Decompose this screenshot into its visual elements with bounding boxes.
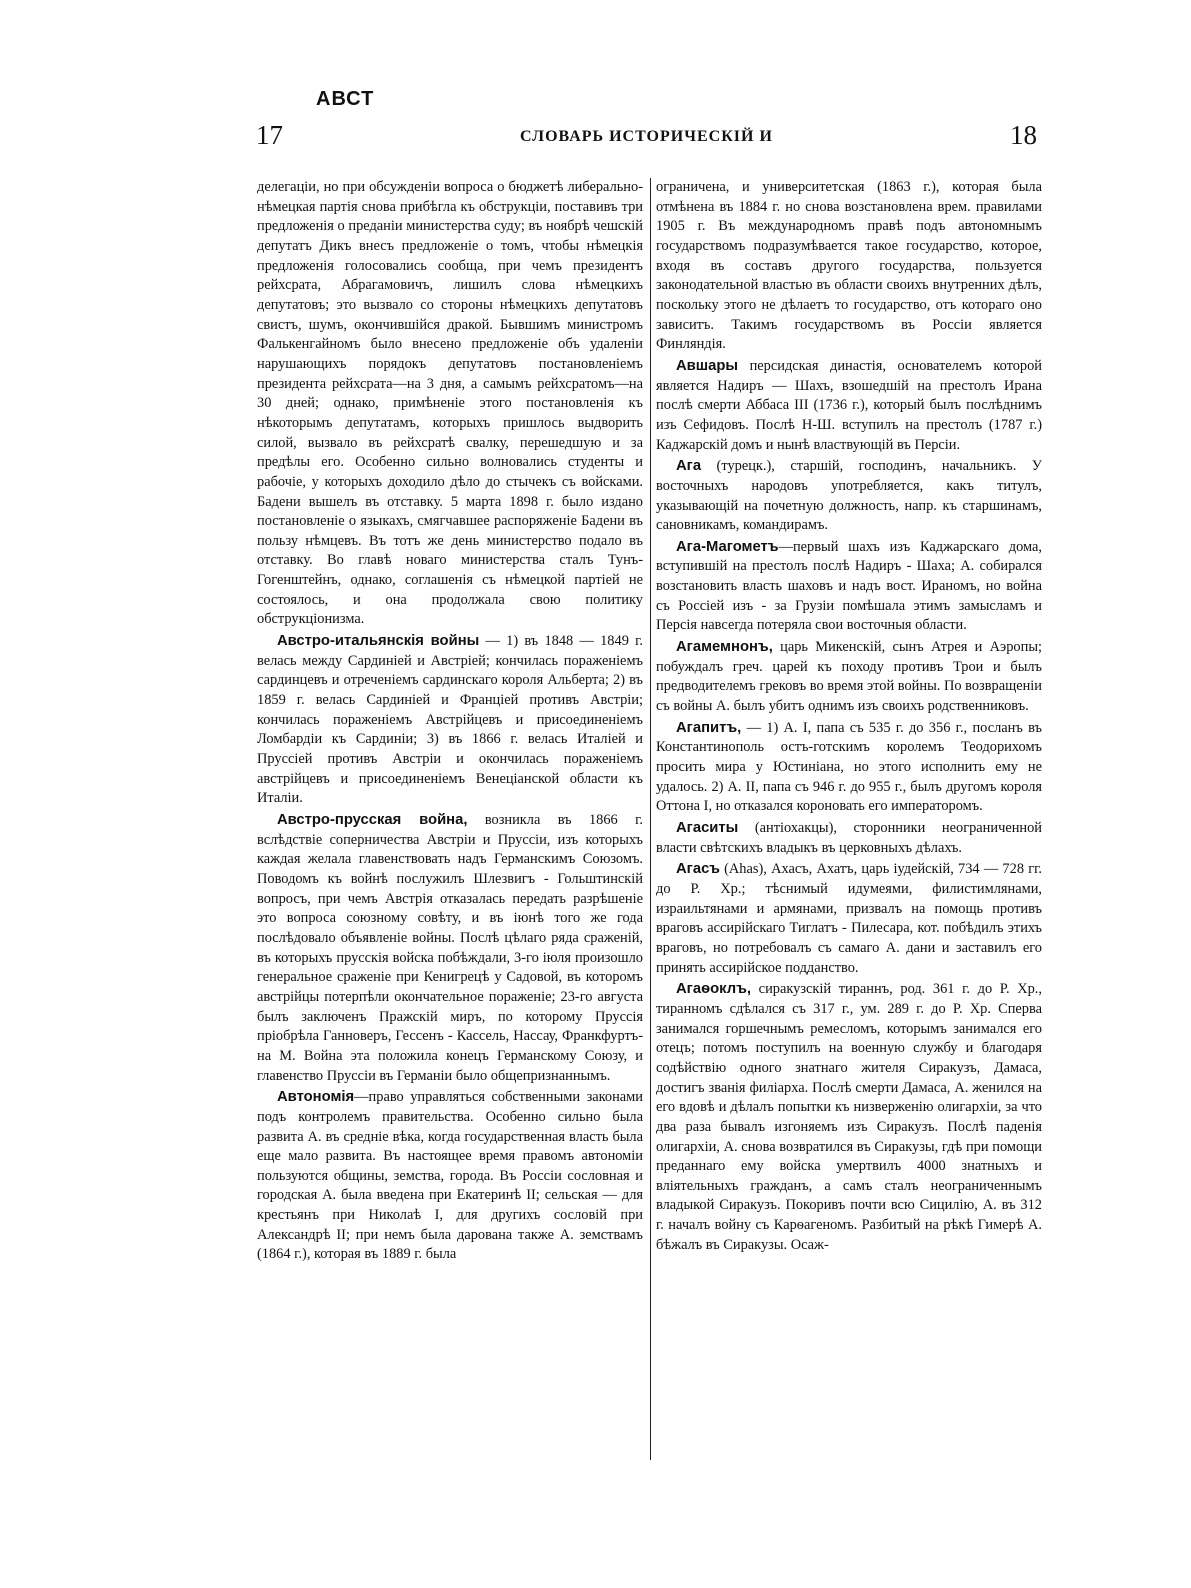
- running-header-word: АВСТ: [316, 88, 375, 110]
- dictionary-entry: [257, 632, 643, 809]
- entry-headword: Агамемнонъ,: [676, 639, 773, 656]
- entry-text: (Ahas), Ахасъ, Ахатъ, царь іудейскій, 734 — 728 гг. до Р. Хр.; тѣснимый идумеями, филистимлянами, израильтянами и армянами, призвалъ на помощь противъ враговъ ассирійскаго Тиглатъ - Пилесара, кот. побѣдилъ этихъ враговъ, но потребовалъ съ самаго А. дани и заставилъ его принять ассирійское подданство.: [656, 861, 1042, 976]
- entry-text: ограничена, и университетская (1863 г.), которая была отмѣнена въ 1884 г. но снова возстановлена врем. правилами 1905 г. Въ международномъ правѣ подъ автономнымъ государствомъ подразумѣвается такое государство, которое, входя въ составъ другого государства, пользуется законодательной властью въ области своихъ внутренних дѣлъ, поскольку этого не дѣлаетъ то государство, отъ котораго оно зависитъ. Такимъ государствомъ въ Россіи является Финляндія.: [656, 179, 1042, 353]
- entry-headword: Австро-прусская война,: [277, 812, 468, 828]
- entry-headword: Ага-Магометъ: [676, 538, 779, 555]
- entry-headword: Агаѳоклъ,: [676, 981, 752, 998]
- entry-text: (турецк.), старшій, господинъ, начальникъ. У восточныхъ народовъ употребляется, какъ титулъ, указывающій на почетную должность, напр. къ старшинамъ, сановникамъ, командирамъ.: [656, 458, 1042, 534]
- left-column: [257, 178, 643, 1265]
- dictionary-entry: [656, 819, 1042, 858]
- entry-text: —первый шахъ изъ Каджарскаго дома, вступившій на престолъ послѣ Надиръ - Шаха; А. собирался возстановить власть шаховъ и надъ вост. Ираномъ, но война съ Россіей изъ - за Грузіи помѣшала этимъ замысламъ и Персія навсегда потеряла свои восточныя области.: [656, 538, 1042, 634]
- right-column: [656, 178, 1042, 1255]
- entry-headword: Агасъ: [676, 861, 720, 878]
- entry-text: (антіохакцы), сторонники неограниченной власти свѣтскихъ владыкъ въ церковныхъ дѣлахъ.: [656, 820, 1042, 856]
- left-page-number: 17: [256, 120, 283, 150]
- column-divider: [650, 178, 651, 1460]
- dictionary-entry: [257, 1088, 643, 1265]
- entry-headword: Агапитъ,: [676, 719, 742, 736]
- entry-text: — 1) въ 1848 — 1849 г. велась между Сардиніей и Австріей; кончилась пораженіемъ сардинцевъ и отреченіемъ сардинскаго короля Альберта; 2) въ 1859 г. велась Сардиніей и Франціей противъ Австріи; кончилась пораженіемъ Австрійцевъ и присоединеніемъ Ломбардіи къ Сардиніи; 3) въ 1866 г. велась Италіей и Пруссіей противъ Австріи и окончилась пораженіемъ австрійцевъ и присоединеніемъ Венеціанской области къ Италіи.: [257, 633, 643, 807]
- dictionary-entry: [656, 538, 1042, 636]
- dictionary-entry: [656, 719, 1042, 817]
- entry-text: возникла въ 1866 г. вслѣдствіе соперничества Австріи и Пруссіи, изъ которыхъ каждая желала главенствовать надъ Германскимъ Союзомъ. Поводомъ къ войнѣ послужилъ Шлезвигъ - Гольштинскій вопросъ, при чемъ Австрія отказалась передать разрѣшеніе это вопроса союзному совѣту, и въ іюнѣ того же года послѣдовало объявленіе войны. Послѣ цѣлаго ряда сраженій, въ которыхъ прусскія войска побѣждали, 3-го іюля произошло генеральное сраженіе при Кенигрецѣ у Садовой, въ которомъ австрійцы потерпѣли окончательное пораженіе; 23-го августа былъ заключенъ Пражскій миръ, по которому Пруссія пріобрѣла Ганноверъ, Гессенъ - Кассель, Нассау, Франкфуртъ-на М. Война эта положила конецъ Германскому Союзу, и главенство Пруссіи въ Германіи было общепризнаннымъ.: [257, 812, 643, 1084]
- entry-headword: Авшары: [676, 357, 739, 374]
- dictionary-entry: [656, 980, 1042, 1255]
- dictionary-entry: [656, 357, 1042, 455]
- entry-continuation: [257, 178, 643, 630]
- entry-headword: Агаситы: [676, 820, 739, 836]
- entry-text: царь Микенскій, сынъ Атрея и Аэропы; побуждалъ греч. царей къ походу противъ Трои и былъ предводителемъ грековъ во время этой войны. По возвращеніи съ войны А. былъ убитъ однимъ изъ своихъ родственниковъ.: [656, 639, 1042, 715]
- entry-text: персидская династія, основателемъ которой является Надиръ — Шахъ, взошедшій на престолъ Ирана послѣ смерти Аббаса III (1736 г.), который былъ послѣднимъ изъ Сефидовъ. Послѣ Н-Ш. вступилъ на престолъ (1787 г.) Каджарскій домъ и нынѣ властвующій въ Персіи.: [656, 357, 1042, 453]
- entry-text: сиракузскій тираннъ, род. 361 г. до Р. Хр., тиранномъ сдѣлался съ 317 г., ум. 289 г. до Р. Хр. Сперва занимался горшечнымъ ремесломъ, которымъ занимался его отецъ; потомъ поступилъ на военную службу и благодаря содѣйствію одного знатнаго жителя Сиракузъ, Дамаса, достигъ званія филіарха. Послѣ смерти Дамаса, А. женился на его вдовѣ и дѣлалъ попытки къ низверженію олигархіи, за что два раза бывалъ изгоняемъ изъ Сиракузъ. Послѣ паденія олигархіи, А. снова возвратился въ Сиракузы, гдѣ при помощи преданнаго ему войска умертвилъ 4000 знатныхъ и вліятельныхъ гражданъ, а самъ сталъ неограниченнымъ владыкой Сиракузъ. Покоривъ почти всю Сицилію, А. въ 312 г. началъ войну съ Карѳагеномъ. Разбитый на рѣкѣ Гимерѣ А. бѣжалъ въ Сиракузы. Осаж-: [656, 981, 1042, 1253]
- entry-text: —право управляться собственными законами подъ контролемъ правительства. Особенно сильно была развита А. въ средніе вѣка, когда государственная власть была еще мало развита. Въ настоящее время правомъ автономіи пользуются общины, земства, города. Въ Россіи сословная и городская А. была введена при Екатеринѣ II; сельская — для крестьянъ при Николаѣ I, для другихъ сословій при Александрѣ II; при немъ была дарована также А. земствамъ (1864 г.), которая въ 1889 г. была: [257, 1089, 643, 1263]
- entry-headword: Автономія: [277, 1089, 355, 1106]
- dictionary-entry: [656, 638, 1042, 717]
- entry-headword: Австро-итальянскія войны: [277, 633, 480, 650]
- entry-headword: Ага: [676, 458, 702, 475]
- entry-continuation: [656, 178, 1042, 355]
- dictionary-entry: [656, 860, 1042, 978]
- dictionary-entry: [257, 811, 643, 1086]
- entry-text: — 1) А. I, папа съ 535 г. до 356 г., посланъ въ Константинополь остъ-готскимъ королемъ Теодорихомъ просить мира у Юстиніана, но этого исполнить ему не удалось. 2) А. II, папа съ 946 г. до 955 г., былъ другомъ короля Оттона I, но отказался короновать его императоромъ.: [656, 719, 1042, 815]
- right-page-number: 18: [1010, 120, 1037, 150]
- dictionary-entry: [656, 457, 1042, 536]
- running-title: СЛОВАРЬ ИСТОРИЧЕСКІЙ И: [520, 128, 773, 145]
- entry-text: делегаціи, но при обсужденіи вопроса о бюджетѣ либерально-нѣмецкая партія снова прибѣгла къ обструкціи, поставивъ три предложенія о преданіи министерства суду; въ ноябрѣ чешскій депутатъ Дикъ внесъ предложеніе о томъ, чтобы нѣмецкія предложенія голосовались сообща, при чемъ президентъ рейхсрата, Абрагамовичъ, лишилъ слова нѣмецкихъ депутатовъ; это вызвало со стороны нѣмецкихъ депутатовъ свистъ, шумъ, окончившійся дракой. Бывшимъ министромъ Фалькенгайномъ было внесено предложеніе объ удаленіи нарушающихъ порядокъ депутатовъ постановленіемъ президента рейхсрата—на 3 дня, а самымъ рейхсратомъ—на 30 дней; однако, примѣненіе этого постановленія къ нѣкоторымъ депутатамъ, которыхъ пришлось выдворить силой, вызвало въ рейхсратѣ свалку, перешедшую и за предѣлы его. Особенно сильно волновались студенты и рабочіе, у которыхъ доходило дѣло до стычекъ съ войсками. Бадени вышелъ въ отставку. 5 марта 1898 г. было издано постановленіе о языкахъ, смягчавшее распоряженіе Бадени въ пользу нѣмцевъ. Въ тотъ же день министерство подало въ отставку. Во главѣ новаго министерства сталъ Тунъ-Гогенштейнъ, однако, соглашенія съ нѣмецкой партіей не состоялось, и она продолжала свою политику обструкціонизма.: [257, 179, 643, 628]
